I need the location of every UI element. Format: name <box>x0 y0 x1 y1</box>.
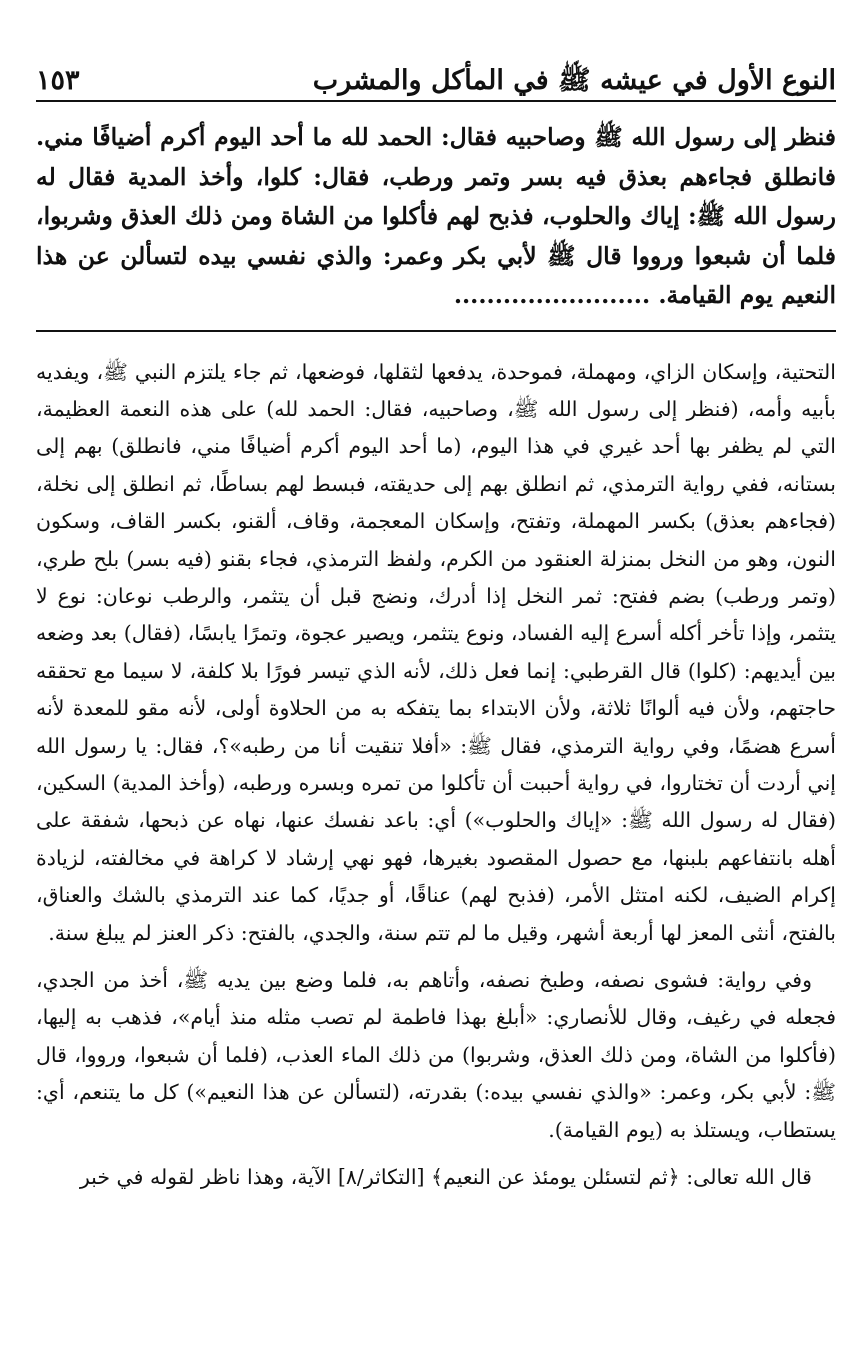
book-page <box>36 58 836 1358</box>
hadith-paragraph <box>36 118 836 316</box>
commentary-paragraph-3: قال الله تعالى: ﴿ثم لتسئلن يومئذ عن النعيم﴾ [التكاثر/٨] الآية، وهذا ناظر لقوله في خبر <box>79 1165 812 1190</box>
commentary-paragraph-1: التحتية، وإسكان الزاي، ومهملة، فموحدة، يدفعها لثقلها، فوضعها، ثم جاء يلتزم النبي ﷺ، ويفديه بأبيه وأمه، (فنظر إلى رسول الله ﷺ، وصاحبيه، فقال: الحمد لله) على هذه النعمة العظيمة، التي لم يظفر بها أحد غيري في هذا اليوم، (ما أحد اليوم أكرم أضيافًا مني، فانطلق) بهم إلى بستانه، ففي رواية الترمذي، ثم انطلق بهم إلى حديقته، فبسط لهم بساطًا، ثم انطلق إلى نخلة، (فجاءهم بعذق) بكسر المهملة، وتفتح، وإسكان المعجمة، وقاف، ألقنو، بكسر القاف، وسكون النون، وهو من النخل بمنزلة العنقود من الكرم، ولفظ الترمذي، فجاء بقنو (فيه بسر) بلح طري، (وتمر ورطب) بضم ففتح: ثمر النخل إذا أدرك، ونضج قبل أن يتثمر، والرطب نوعان: نوع لا يتثمر، وإذا تأخر أكله أسرع إليه الفساد، ونوع يتثمر، ويصير عجوة، وتمرًا يابسًا، (فقال) بعد وضعه بين أيديهم: (كلوا) قال القرطبي: إنما فعل ذلك، لأنه الذي تيسر فورًا بلا كلفة، لا سيما مع تحققه حاجتهم، ولأن فيه ألوانًا ثلاثة، ولأن الابتداء بما يتفكه به من الحلاوة أولى، لأنه مقو للمعدة لأنه أسرع هضمًا، وفي رواية الترمذي، فقال ﷺ: «أفلا تنقيت أنا من رطبه»؟، فقال: يا رسول الله إني أردت أن تختاروا، في رواية أحببت أن تأكلوا من تمره وبسره ورطبه، (وأخذ المدية) السكين، (فقال له رسول الله ﷺ: «إياك والحلوب») أي: باعد نفسك عنها، نهاه عن ذبحها، شفقة على أهله بانتفاعهم بلبنها، مع حصول المقصود بغيرها، فهو نهي إرشاد لا كراهة في مخالفته، لزيادة إكرام الضيف، لكنه امتثل الأمر، (فذبح لهم) عناقًا، أو جديًا، كما عند الترمذي بالشك والعناق، بالفتح، أنثى المعز لها أربعة أشهر، وقيل ما لم تتم سنة، والجدي، بالفتح: ذكر العنز لم يبلغ سنة. <box>36 359 837 945</box>
running-title: النوع الأول في عيشه ﷺ في المأكل والمشرب <box>312 65 836 96</box>
running-header <box>36 58 836 102</box>
hadith-text <box>36 118 836 316</box>
commentary <box>36 354 836 1197</box>
section-divider <box>36 330 836 332</box>
ellipsis-dots: ........................ <box>453 281 651 309</box>
hadith-body: فنظر إلى رسول الله ﷺ وصاحبيه فقال: الحمد لله ما أحد اليوم أكرم أضيافًا مني. فانطلق فجاءهم بعذق فيه بسر وتمر ورطب، فقال: كلوا، وأخذ المدية فقال له رسول الله ﷺ: إياك والحلوب، فذبح لهم فأكلوا من الشاة ومن ذلك العذق وشربوا، فلما أن شبعوا ورووا قال ﷺ لأبي بكر وعمر: والذي نفسي بيده لتسألن عن هذا النعيم يوم القيامة. <box>36 123 836 309</box>
commentary-paragraph-2: وفي رواية: فشوى نصفه، وطبخ نصفه، وأتاهم به، فلما وضع بين يديه ﷺ، أخذ من الجدي، فجعله في رغيف، وقال للأنصاري: «أبلغ بهذا فاطمة لم تصب مثله منذ أيام»، فذهب به إليها، (فأكلوا من الشاة، ومن ذلك العذق، وشربوا) من ذلك الماء العذب، (فلما أن شبعوا، ورووا، قال ﷺ: لأبي بكر، وعمر: «والذي نفسي بيده:) بقدرته، (لتسألن عن هذا النعيم») كل ما يتنعم، أي: يستطاب، ويستلذ به (يوم القيامة). <box>36 968 836 1142</box>
page-number: ١٥٣ <box>36 65 80 96</box>
